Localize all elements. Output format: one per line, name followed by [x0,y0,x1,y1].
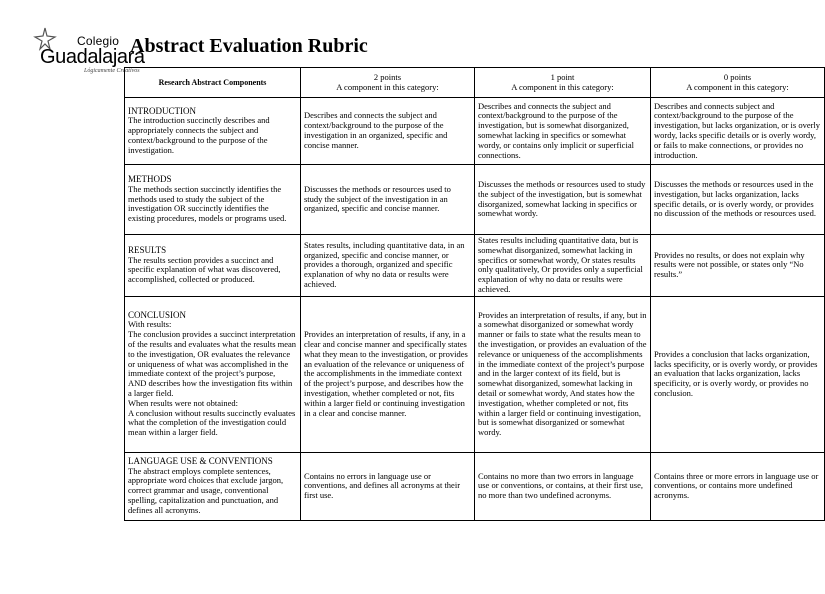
logo-top-text: Colegio [77,34,120,48]
component-name: CONCLUSION [128,309,187,320]
component-description: The results section provides a succinct and specific explanation of what was discovered, accomplished, collected or produced. [128,254,281,285]
component-results [125,235,301,297]
cell-0-points: Describes and connects subject and context/background to the purpose of the investigation, but lacks organization, or is overly wordy, lacks specific details or is overly wordy, or fails to make connections, or provides no introduction. [651,98,825,165]
component-methods [125,165,301,235]
header-components: Research Abstract Components [125,68,301,98]
header-level-2 [301,68,475,98]
header-desc: A component in this category: [511,81,614,92]
component-description: The abstract employs complete sentences, appropriate word choices that exclude jargon, correct grammar and usage, conventional spelling, capitalization and punctuation, and defines all acronyms. [128,465,284,515]
component-introduction [125,98,301,165]
logo-main-text: Guadalajara [40,46,145,68]
header-points: 2 points [373,71,402,82]
component-language-use [125,452,301,520]
cell-0-points: Provides no results, or does not explain why results were not possible, or states only “No results.” [651,235,825,297]
component-name: LANGUAGE USE & CONVENTIONS [128,455,273,466]
cell-0-points: Contains three or more errors in language use or conventions, or contains more undefined acronyms. [651,452,825,520]
component-name: METHODS [128,174,172,184]
conclusion-line: When results were not obtained: [128,397,238,408]
table-row [125,452,825,520]
header-desc: A component in this category: [686,81,789,92]
cell-1-point: Contains no more than two errors in language use or conventions, or contains, at their first use, no more than two undefined acronyms. [475,452,651,520]
logo-tagline: Lógicamente Creativos [84,68,140,74]
cell-2-points: Describes and connects the subject and context/background to the purpose of the investigation in an organized, specific and concise manner. [301,98,475,165]
cell-0-points: Provides a conclusion that lacks organization, lacks specificity, or is overly wordy, or provides an evaluation that lacks organization, lacks specificity, or is overly wordy, or provides no conclusion. [651,296,825,452]
table-row [125,235,825,297]
cell-1-point: Provides an interpretation of results, if any, but in a somewhat disorganized or somewhat wordy manner or fails to state what the results mean to the investigation, or provides an evaluation of the relevance or uniqueness of the accomplishments in the immediate context of the project’s purpose and in the larger context of its field, but is somewhat disorganized, somewhat lacking in detail or somewhat wordy, And states how the investigation, whether completed or not, fits within a larger field or continuing investigation, but is somewhat disorganized or somewhat wordy. [475,296,651,452]
header-points: 0 points [723,71,752,82]
cell-1-point: States results including quantitative data, but is somewhat disorganized, somewhat lacking in specifics or somewhat wordy, Or states results only qualitatively, Or provides only a superficial explanation of why no data or results were achieved. [475,235,651,297]
component-name: INTRODUCTION [128,105,196,116]
rubric-table [124,67,825,521]
conclusion-line: The conclusion provides a succinct interpretation of the results and evaluates what the results mean to the investigation, OR evaluates the relevance or uniqueness of what was accomplished in the immediate context of the project’s purpose, [128,329,297,379]
header-level-0 [651,68,825,98]
page-title: Abstract Evaluation Rubric [130,35,368,57]
component-description: The introduction succinctly describes and appropriately connects the subject and context/background to the purpose of the investigation. [128,115,270,155]
header-level-1 [475,68,651,98]
header-desc: A component in this category: [336,81,439,92]
header-points: 1 point [550,71,575,82]
cell-2-points: Discusses the methods or resources used to study the subject of the investigation in an organized, specific and concise manner. [301,165,475,235]
cell-0-points: Discusses the methods or resources used in the investigation, but lacks organization, lacks specific details, or is overly wordy, or provides no discussion of the methods or resources used. [651,165,825,235]
component-conclusion [125,296,301,452]
cell-2-points: States results, including quantitative data, in an organized, specific and concise manner, or provides a thorough, organized and specific explanation of why no data or results were achieved. [301,235,475,297]
cell-1-point: Describes and connects the subject and context/background to the purpose of the investigation, but is somewhat disorganized, somewhat lacking in specifics or somewhat wordy, or contains only implicit or superficial connections. [475,98,651,165]
table-row [125,98,825,165]
conclusion-line: AND describes how the investigation fits within a larger field. [128,378,293,398]
component-name: RESULTS [128,244,167,255]
cell-2-points: Contains no errors in language use or conventions, and defines all acronyms at their first use. [301,452,475,520]
conclusion-line: A conclusion without results succinctly evaluates what the completion of the investigation could mean within a larger field. [128,407,296,438]
table-header-row [125,68,825,98]
component-description: The methods section succinctly identifies the methods used to study the subject of the investigation OR succinctly identifies the existing procedures, models or programs used. [128,183,287,224]
conclusion-line: With results: [128,319,172,330]
table-row [125,296,825,452]
cell-2-points: Provides an interpretation of results, if any, in a clear and concise manner and specifically states what they mean to the investigation, or provides an evaluation of the relevance or uniqueness of the accomplishments in the immediate context of the project’s purpose, and describes how the investigation, whether completed or not, fits within a larger field or continuing investigation in a clear and concise manner. [301,296,475,452]
cell-1-point: Discusses the methods or resources used to study the subject of the investigation, but is somewhat disorganized, somewhat lacking in specifics or somewhat wordy. [475,165,651,235]
table-row [125,165,825,235]
school-logo [30,22,145,74]
